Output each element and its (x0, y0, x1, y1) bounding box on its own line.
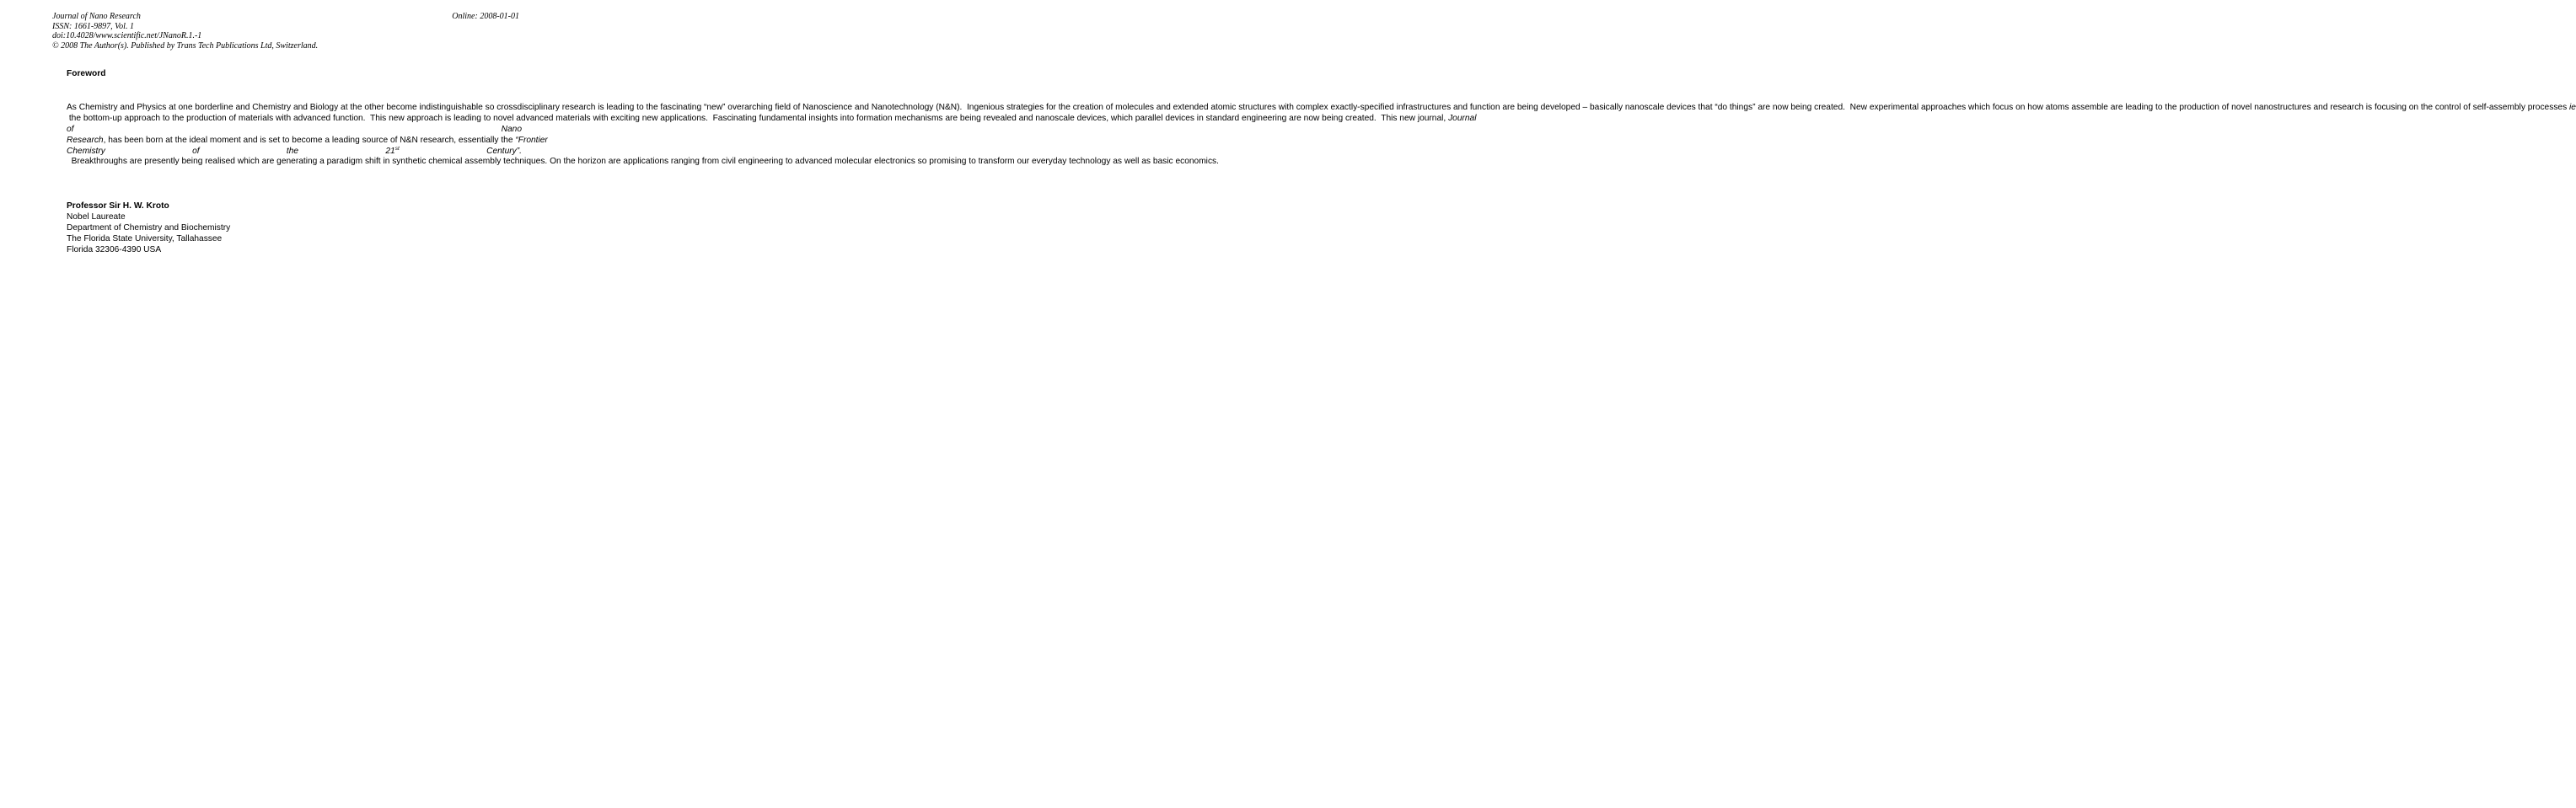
header-top-row (52, 12, 519, 22)
foreword-text-4: Breakthroughs are presently being realised which are generating a paradigm shift in synthetic chemical assembly techniques. On the horizon are applications ranging from civil engineering to advanced molecular electronics so promising to transform our everyday technology as well as basic economics. (67, 157, 1219, 167)
foreword-paragraph (67, 102, 2576, 168)
foreword-text-3: , has been born at the ideal moment and is set to become a leading source of N&N research, essentially the (103, 135, 516, 145)
author-university: The Florida State University, Tallahassee (67, 234, 223, 244)
foreword-journal-name: Journal of Nano Research (67, 113, 1477, 145)
copyright: © 2008 The Author(s). Published by Trans Tech Publications Ltd, Switzerland. (52, 40, 319, 51)
doi: doi:10.4028/www.scientific.net/JNanoR.1.-1 (52, 31, 202, 40)
foreword-text-1: As Chemistry and Physics at one borderline and Chemistry and Biology at the other become indistinguishable so crossdisciplinary research is leading to the fascinating “new” overarching field of Nanoscience and Nanotechnology (N&N). Ingenious strategies for the creation of molecules and extended atomic structures with complex exactly-specified infrastructures and function are being developed – basically nanoscale devices that “do things” are now being created. New experimental approaches which focus on how atoms assemble are leading to the production of novel nanostructures and research is focusing on the control of self-assembly processes (67, 102, 2569, 112)
author-name: Professor Sir H. W. Kroto (67, 201, 169, 211)
foreword-quote-start: “Frontier Chemistry of the 21 (67, 135, 548, 156)
foreword-ie: ie (2569, 102, 2576, 112)
foreword-quote-sup: st (394, 145, 400, 152)
issn: ISSN: 1661-9897, Vol. 1 (52, 21, 134, 31)
online-date: Online: 2008-01-01 (452, 12, 519, 21)
page-title: Foreword (67, 69, 106, 78)
page-content (67, 69, 2576, 256)
journal-name: Journal of Nano Research (52, 12, 141, 21)
foreword-quote-end: Century”. (399, 146, 522, 156)
author-department: Department of Chemistry and Biochemistry (67, 223, 231, 233)
author-address: Florida 32306-4390 USA (67, 244, 162, 254)
author-title: Nobel Laureate (67, 212, 126, 222)
foreword-text-2: the bottom-up approach to the production of materials with advanced function. This new approach is leading to novel advanced materials with exciting new applications. Fascinating fundamental insights into formation mechanisms are being revealed and nanoscale devices, which parallel devices in standard engineering are now being created. This new journal, (67, 113, 1449, 123)
signature-block (67, 201, 522, 256)
journal-header (52, 12, 519, 51)
